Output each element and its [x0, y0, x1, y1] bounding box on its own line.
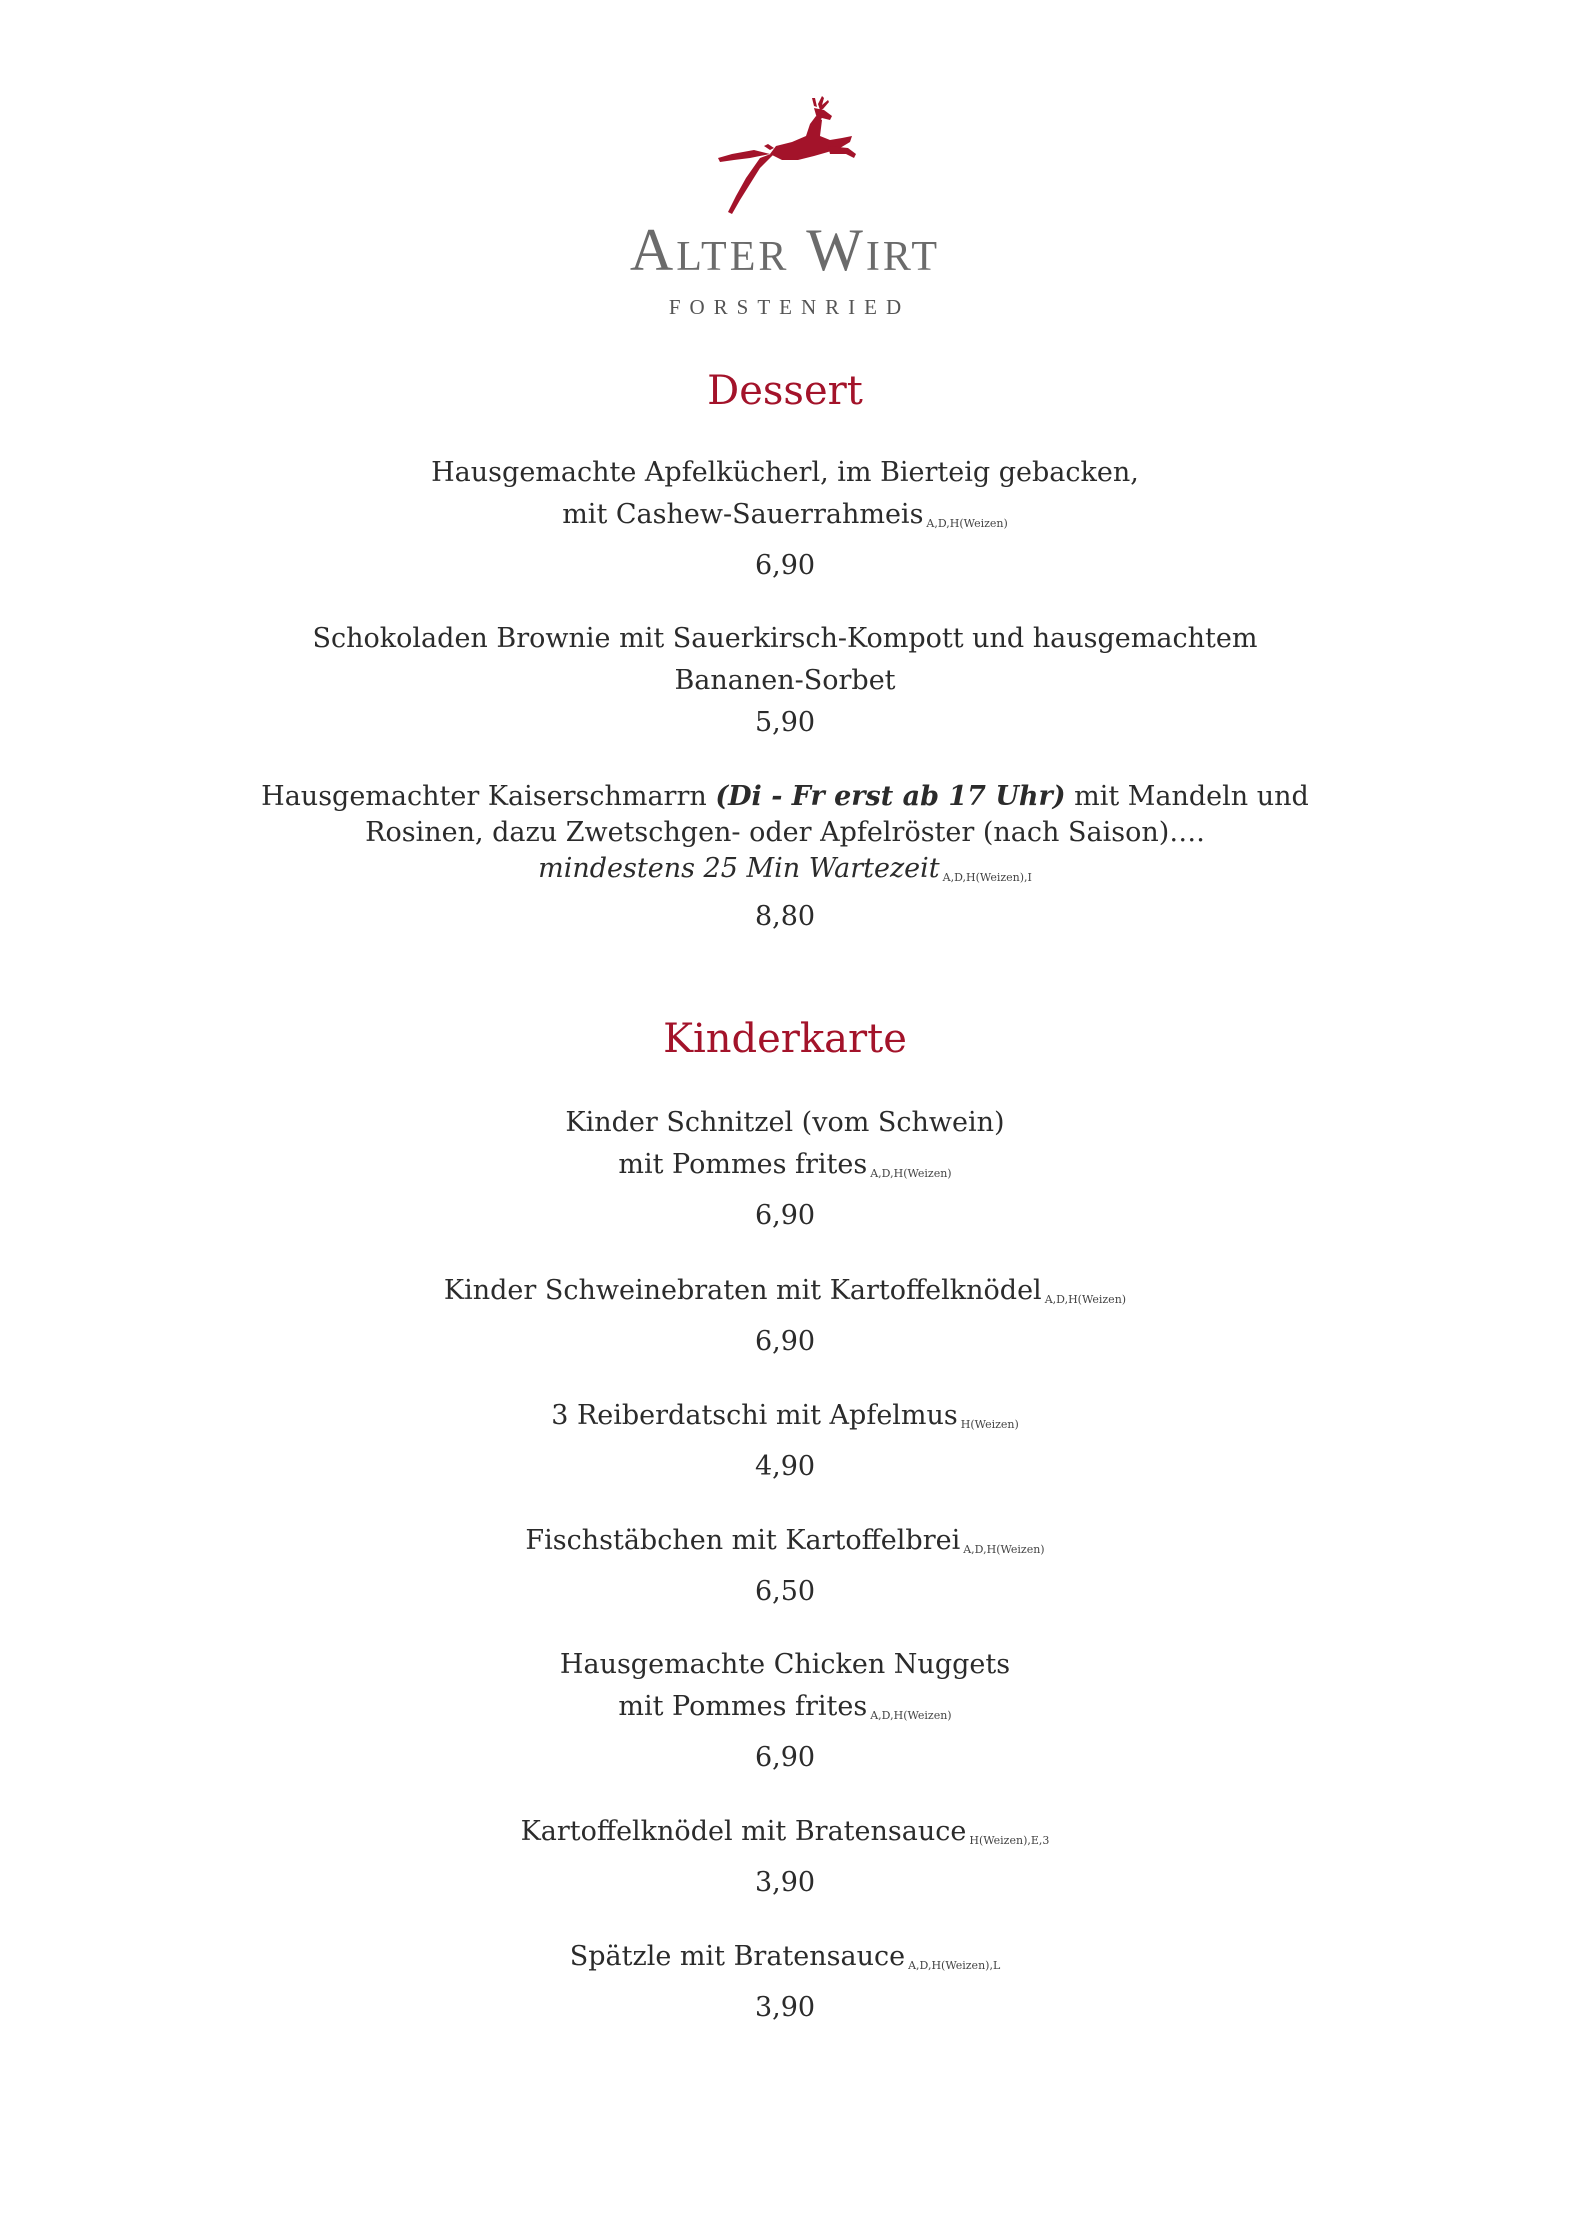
item-line: [0, 1520, 1570, 1571]
item-name: Hausgemachter Kaiserschmarrn: [261, 781, 716, 812]
menu-item: [0, 1520, 1570, 1613]
item-name: mit Cashew-Sauerrahmeis: [562, 499, 924, 530]
menu-item: [0, 1936, 1570, 2029]
section-title-kinderkarte: Kinderkarte: [663, 1016, 907, 1062]
item-line: Hausgemachte Apfelkücherl, im Bierteig gebacken,: [431, 457, 1139, 488]
item-line: [0, 1811, 1570, 1862]
item-line: Rosinen, dazu Zwetschgen- oder Apfelröster (nach Saison)….: [365, 817, 1205, 848]
allergen-codes: A,D,H(Weizen),I: [942, 871, 1032, 884]
item-name: mit Pommes frites: [618, 1691, 868, 1722]
menu-item: [0, 1102, 1570, 1237]
menu-item: [0, 618, 1570, 744]
item-line: Bananen-Sorbet: [674, 665, 896, 696]
item-line: [0, 1395, 1570, 1446]
item-line: [0, 779, 1570, 815]
logo: [0, 96, 1570, 318]
allergen-codes: A,D,H(Weizen): [870, 1167, 952, 1180]
item-name: Fischstäbchen mit Kartoffelbrei: [525, 1525, 961, 1556]
item-name: mit Pommes frites: [618, 1149, 868, 1180]
menu-item: [0, 452, 1570, 587]
brand-subtitle: FORSTENRIED: [668, 295, 911, 319]
item-price: 6,90: [754, 1742, 816, 1773]
item-line: Schokoladen Brownie mit Sauerkirsch-Kompott und hausgemachtem: [312, 623, 1258, 654]
brand-name: Alter Wirt: [629, 217, 941, 283]
leaping-deer-icon: [710, 96, 860, 216]
item-price: 6,90: [754, 550, 816, 581]
item-line: [0, 494, 1570, 545]
item-name-cont: mit Mandeln und: [1065, 781, 1309, 812]
allergen-codes: A,D,H(Weizen),L: [908, 1959, 1001, 1972]
allergen-codes: A,D,H(Weizen): [926, 517, 1008, 530]
item-price: 6,90: [754, 1200, 816, 1231]
item-line: Kinder Schnitzel (vom Schwein): [565, 1107, 1005, 1138]
item-line: [0, 1936, 1570, 1987]
item-price: 6,50: [754, 1576, 816, 1607]
item-line: [0, 1270, 1570, 1321]
allergen-codes: A,D,H(Weizen): [963, 1543, 1045, 1556]
allergen-codes: A,D,H(Weizen): [1044, 1293, 1127, 1306]
allergen-codes: A,D,H(Weizen): [870, 1709, 952, 1722]
item-name: 3 Reiberdatschi mit Apfelmus: [551, 1400, 958, 1431]
menu-item: [0, 1270, 1570, 1363]
item-price: 3,90: [754, 1992, 816, 2023]
item-price: 4,90: [754, 1451, 816, 1482]
item-line: [0, 1144, 1570, 1195]
menu-item: [0, 1811, 1570, 1904]
item-price: 5,90: [754, 707, 816, 738]
item-name: Kinder Schweinebraten mit Kartoffelknödel: [443, 1275, 1042, 1306]
item-name: Spätzle mit Bratensauce: [569, 1941, 906, 1972]
item-price: 8,80: [754, 901, 816, 932]
item-line: [0, 1686, 1570, 1737]
menu-item: [0, 1395, 1570, 1488]
menu-item: [0, 1644, 1570, 1779]
wait-time-note: mindestens 25 Min Wartezeit: [538, 853, 940, 884]
item-line: [0, 851, 1570, 896]
item-price: 3,90: [754, 1867, 816, 1898]
item-price: 6,90: [754, 1326, 816, 1357]
availability-note: (Di - Fr erst ab 17 Uhr): [715, 781, 1066, 812]
section-title-dessert: Dessert: [707, 368, 863, 414]
item-name: Kartoffelknödel mit Bratensauce: [520, 1816, 967, 1847]
allergen-codes: H(Weizen),E,3: [969, 1834, 1050, 1847]
menu-item: [0, 779, 1570, 938]
allergen-codes: H(Weizen): [960, 1418, 1019, 1431]
item-line: Hausgemachte Chicken Nuggets: [559, 1649, 1011, 1680]
